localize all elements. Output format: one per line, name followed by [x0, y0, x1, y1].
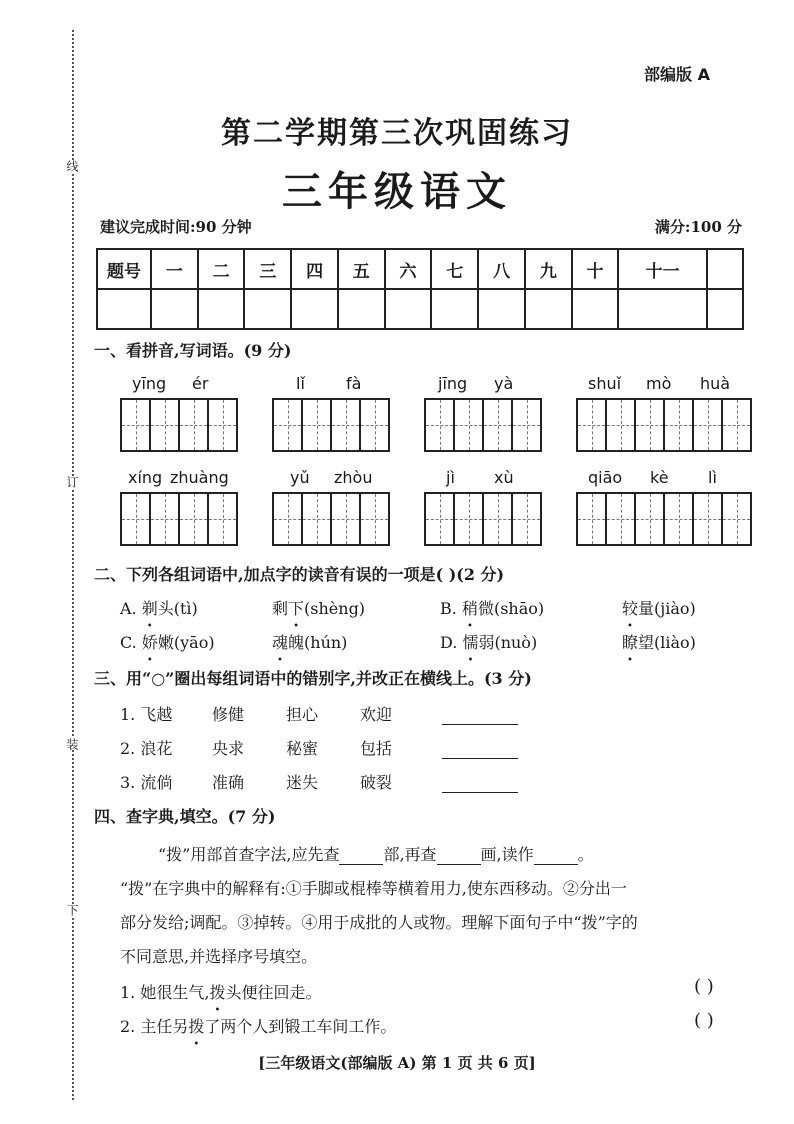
score-header-cell: 题号	[97, 249, 151, 289]
option-b-word2	[622, 596, 696, 619]
exam-subtitle: 三年级语文	[282, 169, 512, 215]
word-row-3	[120, 770, 518, 793]
text: 画,读作	[480, 845, 534, 864]
option-a[interactable]	[120, 596, 198, 619]
answer-line[interactable]	[442, 742, 518, 759]
score-header-cell: 四	[291, 249, 338, 289]
option-d[interactable]	[440, 630, 537, 653]
writing-grid[interactable]	[272, 492, 390, 546]
answer-line[interactable]	[442, 776, 518, 793]
exam-title: 第二学期第三次巩固练习	[221, 116, 573, 151]
text: 了两个人到锻工车间工作。	[204, 1017, 397, 1036]
score-header-cell: 九	[525, 249, 572, 289]
option-c-word2	[272, 630, 347, 653]
word[interactable]: 担心	[286, 705, 319, 724]
pinyin-syllable: zhòu	[334, 468, 373, 487]
pinyin-syllable: lǐ	[296, 374, 305, 393]
word[interactable]: 1. 飞越	[120, 705, 173, 724]
word[interactable]: 修健	[212, 705, 245, 724]
writing-grid[interactable]	[576, 398, 752, 452]
text: 。	[577, 845, 594, 864]
edition-label: 部编版 A	[644, 65, 710, 84]
score-cell[interactable]	[478, 289, 525, 329]
fill-blank-radical[interactable]	[339, 850, 383, 865]
option-word: 魄(hún)	[288, 633, 348, 652]
score-cell[interactable]	[97, 289, 151, 329]
word[interactable]: 包括	[360, 739, 393, 758]
pinyin-group-6	[272, 468, 390, 546]
pinyin-syllable: huà	[700, 374, 731, 393]
score-table-scores	[97, 289, 743, 329]
pinyin-syllable: xù	[494, 468, 514, 487]
pinyin-syllable: lì	[708, 468, 717, 487]
text: 1. 她很生气,	[120, 983, 210, 1002]
pinyin-syllable: zhuàng	[170, 468, 229, 487]
pinyin-syllable: shuǐ	[588, 374, 622, 393]
definition-line-3: 不同意思,并选择序号填空。	[120, 947, 318, 966]
word[interactable]: 央求	[212, 739, 245, 758]
pinyin-syllable: ér	[192, 374, 209, 393]
pinyin-syllable: jì	[446, 468, 455, 487]
pinyin-syllable: fà	[346, 374, 362, 393]
definition-line-2: 部分发给;调配。③掉转。④用于成批的人或物。理解下面句子中“拨”字的	[120, 913, 638, 932]
score-header-cell: 七	[431, 249, 478, 289]
pinyin-group-7	[424, 468, 542, 546]
score-cell[interactable]	[431, 289, 478, 329]
score-cell[interactable]	[525, 289, 572, 329]
pinyin-group-1	[120, 374, 238, 452]
answer-paren-1[interactable]: ( )	[694, 976, 714, 997]
dotted-char: 稍	[461, 599, 478, 618]
text: 2. 主任另	[120, 1017, 189, 1036]
score-cell[interactable]	[707, 289, 743, 329]
dotted-char: 较	[622, 599, 639, 618]
word[interactable]: 破裂	[360, 773, 393, 792]
option-b[interactable]	[440, 596, 544, 619]
writing-grid[interactable]	[120, 398, 238, 452]
option-c[interactable]	[120, 630, 215, 653]
section-1-title: 一、看拼音,写词语。(9 分)	[94, 341, 292, 360]
score-cell[interactable]	[572, 289, 619, 329]
dotted-char: 懦	[462, 633, 479, 652]
option-word: 头(tì)	[157, 599, 198, 618]
score-label: 满分:100 分	[654, 218, 742, 236]
pinyin-group-5	[120, 468, 238, 546]
margin-mark-line: 线	[62, 160, 82, 172]
dotted-char: 魂	[272, 633, 289, 652]
option-label: A.	[120, 599, 137, 618]
dotted-char: 瞭	[622, 633, 639, 652]
score-header-cell: 八	[478, 249, 525, 289]
pinyin-syllable: qiāo	[588, 468, 623, 487]
word[interactable]: 2. 浪花	[120, 739, 173, 758]
text: 部,再查	[383, 845, 437, 864]
meta-row	[100, 216, 742, 238]
pinyin-syllable: xíng	[128, 468, 163, 487]
pinyin-syllable: jīng	[438, 374, 468, 393]
writing-grid[interactable]	[424, 492, 542, 546]
answer-paren-2[interactable]: ( )	[694, 1010, 714, 1031]
option-word: (shèng)	[304, 599, 366, 618]
word-row-1	[120, 702, 518, 725]
word[interactable]: 迷失	[286, 773, 319, 792]
time-label: 建议完成时间:90 分钟	[100, 218, 252, 236]
pinyin-group-3	[424, 374, 542, 452]
dotted-char: 下	[288, 599, 305, 618]
option-word: 量(jiào)	[638, 599, 696, 618]
score-header-cell-extra	[707, 249, 743, 289]
option-d-word2	[622, 630, 696, 653]
score-header-cell: 六	[385, 249, 432, 289]
score-cell[interactable]	[385, 289, 432, 329]
option-label: C.	[120, 633, 137, 652]
score-table-header	[97, 249, 743, 289]
page-footer: [三年级语文(部编版 A) 第 1 页 共 6 页]	[258, 1054, 536, 1072]
option-label: D.	[440, 633, 458, 652]
score-header-cell: 三	[244, 249, 291, 289]
word[interactable]: 秘蜜	[286, 739, 319, 758]
score-cell[interactable]	[338, 289, 385, 329]
score-header-cell: 五	[338, 249, 385, 289]
question-1	[120, 980, 321, 1003]
word[interactable]: 欢迎	[360, 705, 393, 724]
dotted-char: 娇	[141, 633, 158, 652]
definition-line-1: “拨”在字典中的解释有:①手脚或棍棒等横着用力,使东西移动。②分出一	[120, 879, 627, 898]
margin-mark-bottom: 下	[62, 904, 82, 916]
score-header-cell: 一	[151, 249, 198, 289]
pinyin-syllable: kè	[650, 468, 669, 487]
pinyin-group-4	[576, 374, 752, 452]
pinyin-syllable: yǔ	[290, 468, 310, 487]
fill-blank-pinyin[interactable]	[534, 850, 578, 865]
word-row-2	[120, 736, 518, 759]
option-word: 剩	[272, 599, 289, 618]
writing-grid[interactable]	[424, 398, 542, 452]
pinyin-syllable: yà	[494, 374, 514, 393]
writing-grid[interactable]	[272, 398, 390, 452]
question-2	[120, 1014, 396, 1037]
answer-line[interactable]	[442, 708, 518, 725]
score-cell[interactable]	[151, 289, 198, 329]
dotted-char: 拨	[188, 1017, 205, 1036]
writing-grid[interactable]	[576, 492, 752, 546]
score-cell[interactable]	[244, 289, 291, 329]
score-header-cell: 十一	[618, 249, 707, 289]
score-cell[interactable]	[198, 289, 245, 329]
score-header-cell: 十	[572, 249, 619, 289]
pinyin-syllable: mò	[646, 374, 672, 393]
dictionary-fill-line	[158, 842, 594, 865]
score-table	[96, 248, 744, 330]
option-word: 弱(nuò)	[478, 633, 538, 652]
section-3-title: 三、用“○”圈出每组词语中的错别字,并改正在横线上。(3 分)	[94, 669, 532, 688]
text: “拨”用部首查字法,应先查	[158, 845, 340, 864]
section-2-title: 二、下列各组词语中,加点字的读音有误的一项是( )(2 分)	[94, 565, 505, 584]
margin-mark-bind: 装	[62, 738, 82, 750]
option-word: 微(shāo)	[477, 599, 545, 618]
option-label: B.	[440, 599, 457, 618]
score-header-cell: 二	[198, 249, 245, 289]
option-a-word2	[272, 596, 365, 619]
score-cell[interactable]	[618, 289, 707, 329]
writing-grid[interactable]	[120, 492, 238, 546]
dotted-char: 拨	[209, 983, 226, 1002]
dotted-char: 剃	[141, 599, 158, 618]
pinyin-group-2	[272, 374, 390, 452]
option-word: 望(liào)	[638, 633, 696, 652]
option-word: 嫩(yāo)	[157, 633, 215, 652]
section-4-title: 四、查字典,填空。(7 分)	[94, 807, 276, 826]
pinyin-syllable: yīng	[132, 374, 167, 393]
pinyin-group-8	[576, 468, 752, 546]
text: 头便往回走。	[225, 983, 322, 1002]
score-cell[interactable]	[291, 289, 338, 329]
word[interactable]: 3. 流倘	[120, 773, 173, 792]
word[interactable]: 准确	[212, 773, 245, 792]
fill-blank-strokes[interactable]	[437, 850, 481, 865]
margin-mark-staple: 订	[62, 476, 82, 488]
